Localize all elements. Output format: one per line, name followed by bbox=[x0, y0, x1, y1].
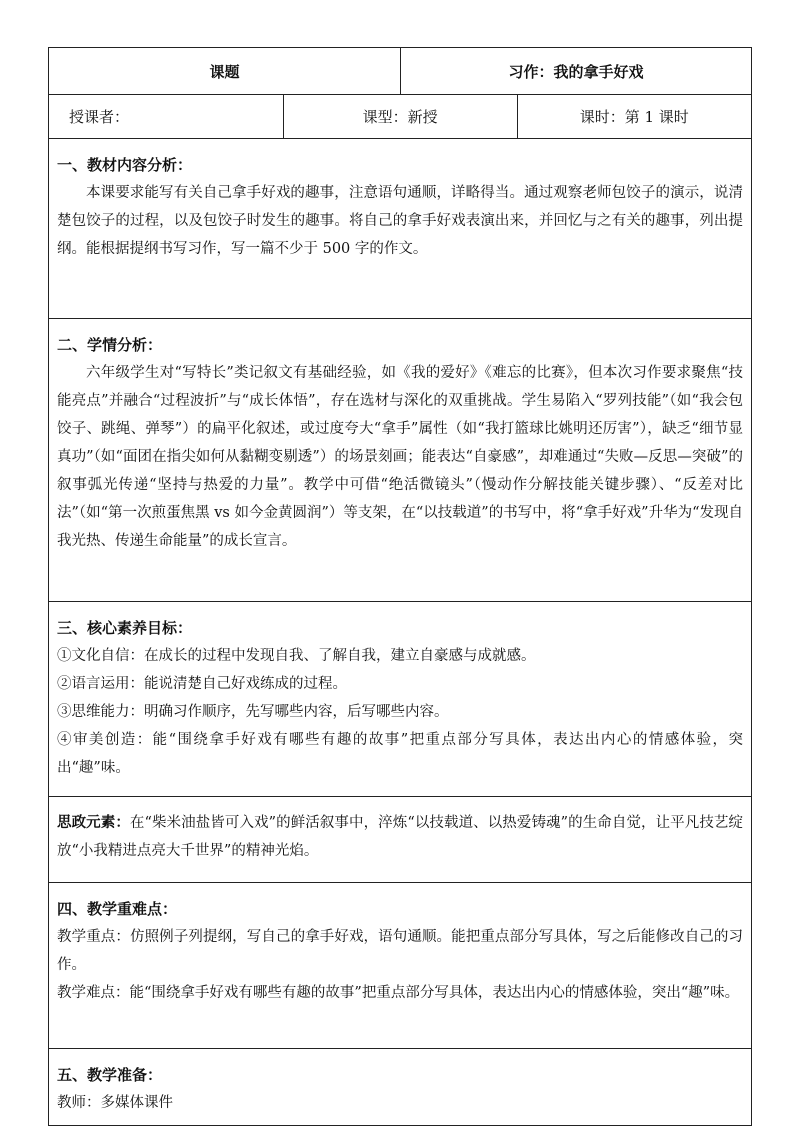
subject-label: 课题 bbox=[209, 62, 240, 81]
goals-heading: 三、核心素养目标： bbox=[57, 619, 193, 637]
teacher-label: 授课者： bbox=[69, 108, 130, 126]
title-row bbox=[49, 48, 751, 95]
goal-item-1: ①文化自信：在成长的过程中发现自我、了解自我，建立自豪感与成就感。 bbox=[57, 648, 536, 664]
lesson-plan-table bbox=[48, 47, 752, 1126]
section-learners bbox=[49, 319, 751, 602]
preparation-body: 教师：多媒体课件 bbox=[57, 1095, 173, 1111]
section-preparation bbox=[49, 1049, 751, 1125]
section-goals bbox=[49, 602, 751, 797]
goal-item-4: ④审美创造：能“围绕拿手好戏有哪些有趣的故事”把重点部分写具体，表达出内心的情感体验，突出“趣”味。 bbox=[57, 732, 743, 776]
goal-item-3: ③思维能力：明确习作顺序，先写哪些内容，后写哪些内容。 bbox=[57, 704, 449, 720]
ideology-paragraph bbox=[57, 809, 743, 865]
goal-item-2: ②语言运用：能说清楚自己好戏练成的过程。 bbox=[57, 676, 347, 692]
lesson-period: 课时：第 1 课时 bbox=[517, 95, 751, 138]
key-points-heading: 四、教学重难点： bbox=[57, 900, 178, 918]
materials-body: 本课要求能写有关自己拿手好戏的趣事，注意语句通顺，详略得当。通过观察老师包饺子的演示，说清楚包饺子的过程，以及包饺子时发生的趣事。将自己的拿手好戏表演出来，并回忆与之有关的趣事，列出提纲。能根据提纲书写习作，写一篇不少于 500 字的作文。 bbox=[57, 185, 743, 257]
subject-value: 习作：我的拿手好戏 bbox=[400, 48, 751, 94]
preparation-heading: 五、教学准备： bbox=[57, 1066, 163, 1084]
ideology-body: 在“柴米油盐皆可入戏”的鲜活叙事中，淬炼“以技载道、以热爱铸魂”的生命自觉，让平凡技艺绽放“小我精进点亮大千世界”的精神光焰。 bbox=[57, 815, 743, 859]
learners-body: 六年级学生对“写特长”类记叙文有基础经验，如《我的爱好》《难忘的比赛》，但本次习作要求聚焦“技能亮点”并融合“过程波折”与“成长体悟”，存在选材与深化的双重挑战。学生易陷入“罗列技能”（如“我会包饺子、跳绳、弹琴”）的扁平化叙述，或过度夸大“拿手”属性（如“我打篮球比姚明还厉害”），缺乏“细节显真功”（如“面团在指尖如何从黏糊变剔透”）的场景刻画；能表达“自豪感”，却难通过“失败—反思—突破”的叙事弧光传递“坚持与热爱的力量”。教学中可借“绝活微镜头”（慢动作分解技能关键步骤）、“反差对比法”（如“第一次煎蛋焦黑 vs 如今金黄圆润”）等支架，在“以技载道”的书写中，将“拿手好戏”升华为“发现自我光热、传递生命能量”的成长宣言。 bbox=[57, 365, 743, 549]
learners-heading: 二、学情分析： bbox=[57, 336, 163, 354]
ideology-lead: 思政元素： bbox=[57, 814, 130, 831]
key-points-focus: 教学重点：仿照例子列提纲，写自己的拿手好戏，语句通顺。能把重点部分写具体，写之后能修改自己的习作。 bbox=[57, 929, 743, 973]
section-ideology bbox=[49, 797, 751, 883]
section-materials bbox=[49, 139, 751, 319]
lesson-type: 课型：新授 bbox=[283, 95, 517, 138]
meta-row bbox=[49, 95, 751, 139]
materials-heading: 一、教材内容分析： bbox=[57, 156, 193, 174]
key-points-difficulty: 教学难点：能“围绕拿手好戏有哪些有趣的故事”把重点部分写具体，表达出内心的情感体验，突出“趣”味。 bbox=[57, 985, 740, 1001]
section-key-points bbox=[49, 883, 751, 1049]
